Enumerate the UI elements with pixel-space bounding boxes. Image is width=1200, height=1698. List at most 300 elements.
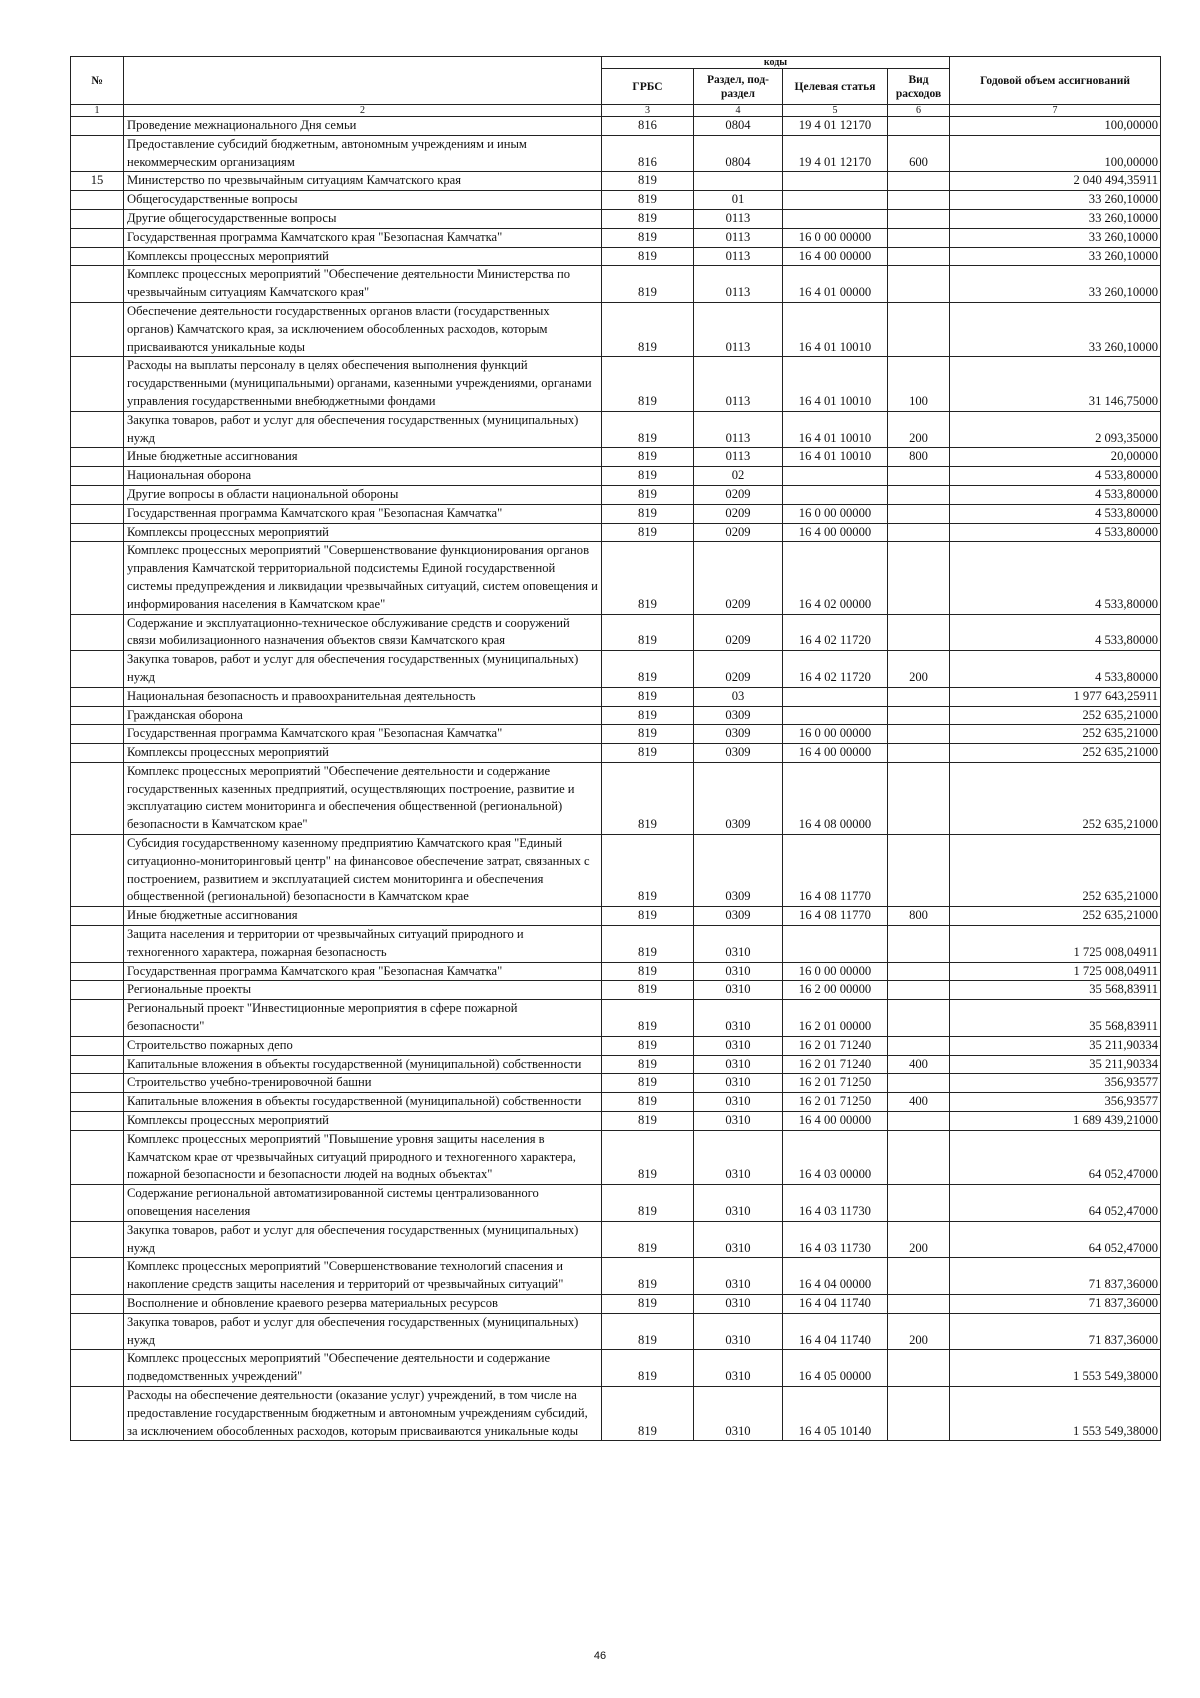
row-amount: 35 568,83911 <box>950 981 1161 1000</box>
row-section: 01 <box>694 191 783 210</box>
row-kind: 200 <box>888 1313 950 1350</box>
row-amount: 64 052,47000 <box>950 1221 1161 1258</box>
row-target: 16 4 05 10140 <box>783 1386 888 1440</box>
row-target <box>783 191 888 210</box>
row-kind <box>888 1295 950 1314</box>
table-row <box>71 1185 1161 1222</box>
row-grbs: 819 <box>602 209 694 228</box>
table-row <box>71 228 1161 247</box>
row-number <box>71 1221 124 1258</box>
row-section: 0310 <box>694 1185 783 1222</box>
row-target: 16 4 00 00000 <box>783 247 888 266</box>
row-number: 15 <box>71 172 124 191</box>
row-number <box>71 744 124 763</box>
row-number <box>71 687 124 706</box>
colnum: 6 <box>888 105 950 117</box>
row-number <box>71 1258 124 1295</box>
row-amount: 252 635,21000 <box>950 744 1161 763</box>
row-section: 0310 <box>694 1036 783 1055</box>
row-target: 16 4 05 00000 <box>783 1350 888 1387</box>
row-name: Региональный проект "Инвестиционные мероприятия в сфере пожарной безопасности" <box>124 1000 602 1037</box>
row-target <box>783 209 888 228</box>
row-target: 16 2 01 71250 <box>783 1093 888 1112</box>
row-amount: 1 689 439,21000 <box>950 1112 1161 1131</box>
row-section: 0209 <box>694 614 783 651</box>
table-row <box>71 907 1161 926</box>
row-amount: 33 260,10000 <box>950 266 1161 303</box>
table-row <box>71 744 1161 763</box>
row-number <box>71 357 124 411</box>
row-grbs: 819 <box>602 504 694 523</box>
row-kind: 800 <box>888 907 950 926</box>
row-target <box>783 485 888 504</box>
row-grbs: 819 <box>602 835 694 907</box>
row-grbs: 819 <box>602 725 694 744</box>
table-row <box>71 411 1161 448</box>
row-target: 16 0 00 00000 <box>783 228 888 247</box>
row-kind <box>888 228 950 247</box>
row-number <box>71 1295 124 1314</box>
row-target: 16 4 08 11770 <box>783 835 888 907</box>
row-name: Комплекс процессных мероприятий "Обеспечение деятельности и содержание государственных казенных предприятий, осуществляющих построение, развитие и эксплуатацию систем мониторинга и обеспечения общественной (региональной) безопасности в Камчатском крае" <box>124 762 602 834</box>
row-grbs: 819 <box>602 302 694 356</box>
row-number <box>71 1074 124 1093</box>
row-name: Расходы на выплаты персоналу в целях обеспечения выполнения функций государственными (муниципальными) органами, казенными учреждениями, органами управления государственными внебюджетными фондами <box>124 357 602 411</box>
table-row <box>71 1112 1161 1131</box>
row-target <box>783 926 888 963</box>
row-target: 16 4 00 00000 <box>783 523 888 542</box>
row-kind <box>888 485 950 504</box>
colnum: 1 <box>71 105 124 117</box>
table-row <box>71 302 1161 356</box>
row-name: Проведение межнационального Дня семьи <box>124 117 602 136</box>
table-row <box>71 706 1161 725</box>
row-grbs: 819 <box>602 651 694 688</box>
row-amount: 356,93577 <box>950 1093 1161 1112</box>
budget-table-sheet <box>70 56 1160 1441</box>
row-amount: 2 040 494,35911 <box>950 172 1161 191</box>
row-grbs: 819 <box>602 247 694 266</box>
row-amount: 1 725 008,04911 <box>950 926 1161 963</box>
row-name: Строительство учебно-тренировочной башни <box>124 1074 602 1093</box>
row-target <box>783 467 888 486</box>
row-name: Восполнение и обновление краевого резерва материальных ресурсов <box>124 1295 602 1314</box>
page-number: 46 <box>593 1650 607 1662</box>
row-amount: 2 093,35000 <box>950 411 1161 448</box>
row-name: Капитальные вложения в объекты государственной (муниципальной) собственности <box>124 1093 602 1112</box>
row-number <box>71 135 124 172</box>
row-name: Расходы на обеспечение деятельности (оказание услуг) учреждений, в том числе на предоставление государственным бюджетным и автономным учреждениям субсидий, за исключением обособленных расходов, которым присваиваются уникальные коды <box>124 1386 602 1440</box>
row-amount: 71 837,36000 <box>950 1258 1161 1295</box>
row-name: Закупка товаров, работ и услуг для обеспечения государственных (муниципальных) нужд <box>124 1313 602 1350</box>
row-amount: 356,93577 <box>950 1074 1161 1093</box>
row-amount: 4 533,80000 <box>950 467 1161 486</box>
row-amount: 35 211,90334 <box>950 1036 1161 1055</box>
row-amount: 100,00000 <box>950 135 1161 172</box>
row-grbs: 819 <box>602 1258 694 1295</box>
table-row <box>71 1093 1161 1112</box>
row-section: 0209 <box>694 485 783 504</box>
row-amount: 4 533,80000 <box>950 485 1161 504</box>
header-name <box>124 57 602 105</box>
row-number <box>71 1313 124 1350</box>
row-name: Содержание региональной автоматизированной системы централизованного оповещения населения <box>124 1185 602 1222</box>
header-target: Целевая статья <box>783 69 888 105</box>
row-section: 0309 <box>694 762 783 834</box>
row-number <box>71 117 124 136</box>
row-target: 16 4 02 00000 <box>783 542 888 614</box>
row-kind: 600 <box>888 135 950 172</box>
row-number <box>71 651 124 688</box>
row-grbs: 819 <box>602 485 694 504</box>
table-row <box>71 117 1161 136</box>
row-section: 0113 <box>694 209 783 228</box>
row-grbs: 819 <box>602 926 694 963</box>
row-name: Защита населения и территории от чрезвычайных ситуаций природного и техногенного характера, пожарная безопасность <box>124 926 602 963</box>
row-grbs: 819 <box>602 1036 694 1055</box>
row-amount: 1 725 008,04911 <box>950 962 1161 981</box>
row-section: 0310 <box>694 926 783 963</box>
row-amount: 252 635,21000 <box>950 706 1161 725</box>
table-row <box>71 1000 1161 1037</box>
table-row <box>71 266 1161 303</box>
row-number <box>71 762 124 834</box>
row-amount: 252 635,21000 <box>950 907 1161 926</box>
table-row <box>71 1036 1161 1055</box>
row-number <box>71 247 124 266</box>
row-section: 02 <box>694 467 783 486</box>
row-name: Капитальные вложения в объекты государственной (муниципальной) собственности <box>124 1055 602 1074</box>
header-no: № <box>71 57 124 105</box>
row-amount: 1 553 549,38000 <box>950 1350 1161 1387</box>
table-row <box>71 523 1161 542</box>
table-row <box>71 1221 1161 1258</box>
row-kind <box>888 762 950 834</box>
row-kind: 200 <box>888 651 950 688</box>
row-section: 0310 <box>694 1093 783 1112</box>
table-row <box>71 191 1161 210</box>
row-number <box>71 302 124 356</box>
row-target: 16 2 01 00000 <box>783 1000 888 1037</box>
row-grbs: 819 <box>602 523 694 542</box>
row-number <box>71 907 124 926</box>
row-kind <box>888 1112 950 1131</box>
row-amount: 33 260,10000 <box>950 191 1161 210</box>
row-number <box>71 467 124 486</box>
row-name: Национальная оборона <box>124 467 602 486</box>
row-grbs: 819 <box>602 1386 694 1440</box>
colnum: 2 <box>124 105 602 117</box>
table-row <box>71 448 1161 467</box>
row-target: 16 4 02 11720 <box>783 614 888 651</box>
row-target: 16 2 01 71240 <box>783 1055 888 1074</box>
row-amount: 4 533,80000 <box>950 651 1161 688</box>
row-grbs: 819 <box>602 1130 694 1184</box>
row-section: 0113 <box>694 247 783 266</box>
row-number <box>71 1093 124 1112</box>
row-kind: 400 <box>888 1055 950 1074</box>
row-section: 0209 <box>694 504 783 523</box>
row-section: 0113 <box>694 448 783 467</box>
row-target: 16 4 00 00000 <box>783 744 888 763</box>
row-amount: 35 211,90334 <box>950 1055 1161 1074</box>
row-name: Закупка товаров, работ и услуг для обеспечения государственных (муниципальных) нужд <box>124 651 602 688</box>
row-grbs: 816 <box>602 117 694 136</box>
row-target: 16 4 04 00000 <box>783 1258 888 1295</box>
row-kind: 800 <box>888 448 950 467</box>
row-amount: 71 837,36000 <box>950 1313 1161 1350</box>
table-row <box>71 651 1161 688</box>
row-target: 16 4 03 11730 <box>783 1185 888 1222</box>
row-grbs: 819 <box>602 1055 694 1074</box>
row-amount: 71 837,36000 <box>950 1295 1161 1314</box>
table-row <box>71 1350 1161 1387</box>
row-kind <box>888 1000 950 1037</box>
table-row <box>71 485 1161 504</box>
row-number <box>71 485 124 504</box>
row-grbs: 819 <box>602 411 694 448</box>
row-kind: 100 <box>888 357 950 411</box>
row-amount: 35 568,83911 <box>950 1000 1161 1037</box>
row-section: 0310 <box>694 1221 783 1258</box>
row-kind: 200 <box>888 1221 950 1258</box>
table-row <box>71 687 1161 706</box>
row-name: Предоставление субсидий бюджетным, автономным учреждениям и иным некоммерческим организациям <box>124 135 602 172</box>
row-kind <box>888 467 950 486</box>
row-section: 03 <box>694 687 783 706</box>
table-row <box>71 1055 1161 1074</box>
row-kind <box>888 981 950 1000</box>
colnum: 7 <box>950 105 1161 117</box>
row-name: Национальная безопасность и правоохранительная деятельность <box>124 687 602 706</box>
row-grbs: 819 <box>602 907 694 926</box>
row-number <box>71 411 124 448</box>
row-target: 16 0 00 00000 <box>783 504 888 523</box>
row-grbs: 819 <box>602 687 694 706</box>
table-row <box>71 1313 1161 1350</box>
row-amount: 33 260,10000 <box>950 209 1161 228</box>
row-section: 0309 <box>694 835 783 907</box>
row-target: 16 2 01 71240 <box>783 1036 888 1055</box>
colnum: 5 <box>783 105 888 117</box>
row-grbs: 819 <box>602 981 694 1000</box>
table-row <box>71 504 1161 523</box>
row-grbs: 819 <box>602 962 694 981</box>
row-grbs: 819 <box>602 542 694 614</box>
row-kind <box>888 926 950 963</box>
row-number <box>71 228 124 247</box>
row-number <box>71 835 124 907</box>
row-target: 16 2 00 00000 <box>783 981 888 1000</box>
row-target: 16 0 00 00000 <box>783 725 888 744</box>
row-kind <box>888 209 950 228</box>
row-grbs: 819 <box>602 1350 694 1387</box>
row-grbs: 819 <box>602 762 694 834</box>
row-name: Субсидия государственному казенному предприятию Камчатского края "Единый ситуационно-мониторинговый центр" на финансовое обеспечение затрат, связанных с построением, развитием и эксплуатацией систем мониторинга и обеспечения общественной (региональной) безопасности в Камчатском крае <box>124 835 602 907</box>
row-section: 0113 <box>694 228 783 247</box>
row-name: Государственная программа Камчатского края "Безопасная Камчатка" <box>124 725 602 744</box>
row-name: Комплекс процессных мероприятий "Обеспечение деятельности Министерства по чрезвычайным ситуациям Камчатского края" <box>124 266 602 303</box>
row-kind <box>888 1258 950 1295</box>
row-amount: 31 146,75000 <box>950 357 1161 411</box>
row-grbs: 819 <box>602 228 694 247</box>
row-kind <box>888 1350 950 1387</box>
row-grbs: 819 <box>602 1000 694 1037</box>
row-number <box>71 1036 124 1055</box>
row-target: 16 4 04 11740 <box>783 1313 888 1350</box>
row-section: 0209 <box>694 542 783 614</box>
row-section: 0209 <box>694 651 783 688</box>
row-section: 0113 <box>694 266 783 303</box>
row-amount: 4 533,80000 <box>950 614 1161 651</box>
row-kind <box>888 191 950 210</box>
row-section: 0309 <box>694 907 783 926</box>
row-target: 16 4 08 00000 <box>783 762 888 834</box>
table-row <box>71 542 1161 614</box>
row-name: Государственная программа Камчатского края "Безопасная Камчатка" <box>124 504 602 523</box>
table-row <box>71 1130 1161 1184</box>
row-target: 16 4 08 11770 <box>783 907 888 926</box>
row-section: 0310 <box>694 1386 783 1440</box>
row-target: 16 4 01 00000 <box>783 266 888 303</box>
row-grbs: 819 <box>602 172 694 191</box>
row-name: Другие общегосударственные вопросы <box>124 209 602 228</box>
row-section: 0804 <box>694 117 783 136</box>
row-number <box>71 1130 124 1184</box>
row-kind <box>888 1386 950 1440</box>
row-kind <box>888 962 950 981</box>
header-amount: Годовой объем ассигнований <box>950 57 1161 105</box>
row-section: 0113 <box>694 302 783 356</box>
row-name: Закупка товаров, работ и услуг для обеспечения государственных (муниципальных) нужд <box>124 411 602 448</box>
row-number <box>71 1055 124 1074</box>
row-section: 0309 <box>694 706 783 725</box>
header-codes: коды <box>602 57 950 69</box>
header-section: Раздел, под-раздел <box>694 69 783 105</box>
table-row <box>71 209 1161 228</box>
table-row <box>71 357 1161 411</box>
table-row <box>71 1258 1161 1295</box>
row-amount: 252 635,21000 <box>950 725 1161 744</box>
row-name: Региональные проекты <box>124 981 602 1000</box>
row-target: 16 4 02 11720 <box>783 651 888 688</box>
table-row <box>71 467 1161 486</box>
row-kind: 400 <box>888 1093 950 1112</box>
row-number <box>71 706 124 725</box>
row-name: Общегосударственные вопросы <box>124 191 602 210</box>
row-number <box>71 1350 124 1387</box>
table-row <box>71 1386 1161 1440</box>
row-amount: 4 533,80000 <box>950 504 1161 523</box>
table-row <box>71 835 1161 907</box>
row-kind <box>888 1185 950 1222</box>
table-row <box>71 1074 1161 1093</box>
row-number <box>71 504 124 523</box>
row-grbs: 819 <box>602 1295 694 1314</box>
row-grbs: 819 <box>602 706 694 725</box>
row-name: Содержание и эксплуатационно-техническое обслуживание средств и сооружений связи мобилизационного назначения объектов связи Камчатского края <box>124 614 602 651</box>
row-number <box>71 614 124 651</box>
row-section: 0113 <box>694 357 783 411</box>
row-amount: 4 533,80000 <box>950 542 1161 614</box>
row-number <box>71 981 124 1000</box>
row-name: Комплекс процессных мероприятий "Совершенствование технологий спасения и накопление средств защиты населения и территорий от чрезвычайных ситуаций" <box>124 1258 602 1295</box>
row-amount: 33 260,10000 <box>950 228 1161 247</box>
row-name: Комплекс процессных мероприятий "Совершенствование функционирования органов управления Камчатской территориальной подсистемы Единой государственной системы предупреждения и ликвидации чрезвычайных ситуаций, систем оповещения и информирования населения в Камчатском крае" <box>124 542 602 614</box>
row-amount: 64 052,47000 <box>950 1130 1161 1184</box>
row-name: Комплексы процессных мероприятий <box>124 523 602 542</box>
row-kind <box>888 614 950 651</box>
table-row <box>71 247 1161 266</box>
row-amount: 252 635,21000 <box>950 762 1161 834</box>
row-kind <box>888 835 950 907</box>
row-section: 0209 <box>694 523 783 542</box>
row-section: 0309 <box>694 744 783 763</box>
row-kind <box>888 542 950 614</box>
row-kind <box>888 172 950 191</box>
row-section: 0309 <box>694 725 783 744</box>
row-kind <box>888 687 950 706</box>
column-numbers-row <box>71 105 1161 117</box>
row-name: Комплексы процессных мероприятий <box>124 247 602 266</box>
row-target <box>783 687 888 706</box>
row-name: Комплекс процессных мероприятий "Обеспечение деятельности и содержание подведомственных учреждений" <box>124 1350 602 1387</box>
row-section: 0310 <box>694 1295 783 1314</box>
row-name: Министерство по чрезвычайным ситуациям Камчатского края <box>124 172 602 191</box>
row-grbs: 819 <box>602 1093 694 1112</box>
row-amount: 33 260,10000 <box>950 302 1161 356</box>
header-grbs: ГРБС <box>602 69 694 105</box>
row-name: Строительство пожарных депо <box>124 1036 602 1055</box>
row-grbs: 819 <box>602 1112 694 1131</box>
row-name: Закупка товаров, работ и услуг для обеспечения государственных (муниципальных) нужд <box>124 1221 602 1258</box>
row-number <box>71 191 124 210</box>
table-body <box>71 117 1161 1441</box>
budget-allocation-table <box>70 56 1161 1441</box>
row-name: Обеспечение деятельности государственных органов власти (государственных органов) Камчатского края, за исключением обособленных расходов, которым присваиваются уникальные коды <box>124 302 602 356</box>
table-row <box>71 725 1161 744</box>
row-target <box>783 706 888 725</box>
row-grbs: 819 <box>602 1221 694 1258</box>
table-row <box>71 926 1161 963</box>
row-number <box>71 1000 124 1037</box>
row-name: Комплексы процессных мероприятий <box>124 744 602 763</box>
row-grbs: 819 <box>602 1074 694 1093</box>
row-number <box>71 523 124 542</box>
row-target: 16 0 00 00000 <box>783 962 888 981</box>
row-section: 0113 <box>694 411 783 448</box>
row-grbs: 819 <box>602 1185 694 1222</box>
row-kind <box>888 266 950 303</box>
row-kind <box>888 1074 950 1093</box>
row-section: 0310 <box>694 1130 783 1184</box>
row-target: 16 4 04 11740 <box>783 1295 888 1314</box>
row-section: 0310 <box>694 981 783 1000</box>
table-row <box>71 172 1161 191</box>
row-target: 16 4 01 10010 <box>783 302 888 356</box>
row-kind <box>888 706 950 725</box>
row-target: 19 4 01 12170 <box>783 135 888 172</box>
row-section: 0310 <box>694 1350 783 1387</box>
row-number <box>71 209 124 228</box>
row-kind <box>888 1036 950 1055</box>
row-target: 16 2 01 71250 <box>783 1074 888 1093</box>
colnum: 4 <box>694 105 783 117</box>
row-amount: 1 553 549,38000 <box>950 1386 1161 1440</box>
row-number <box>71 1185 124 1222</box>
row-amount: 33 260,10000 <box>950 247 1161 266</box>
row-section: 0310 <box>694 1313 783 1350</box>
